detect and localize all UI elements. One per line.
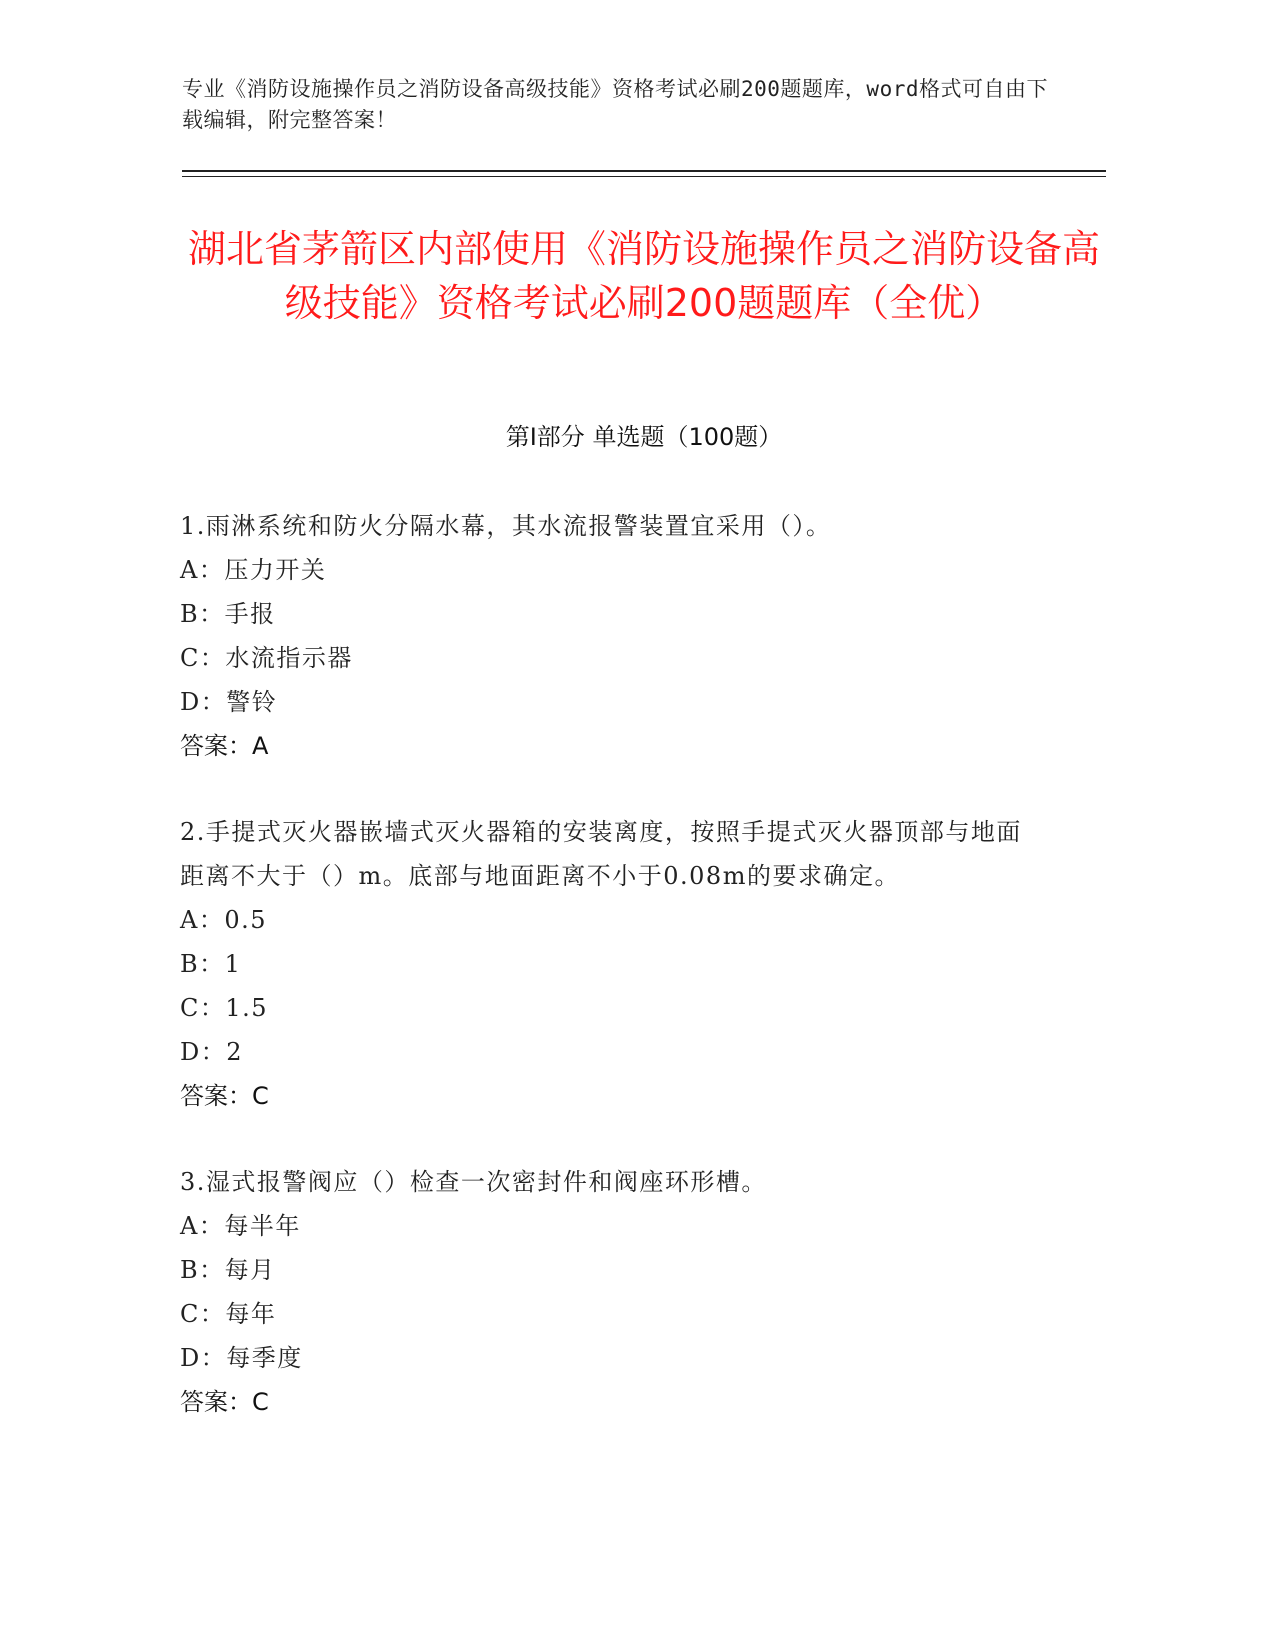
header-divider-thin [182, 176, 1106, 177]
option-a: A：压力开关 [180, 556, 327, 584]
question-3 [180, 1160, 1040, 1424]
option-b: B：每月 [180, 1256, 276, 1284]
option-d: D：2 [180, 1038, 244, 1066]
option-a: A：0.5 [180, 906, 267, 934]
header-divider-thick [182, 170, 1106, 172]
question-stem: 2.手提式灭火器嵌墙式灭火器箱的安装离度，按照手提式灭火器顶部与地面距离不大于（）m。底部与地面距离不小于0.08m的要求确定。 [180, 818, 1022, 890]
question-1 [180, 504, 1040, 768]
document-header-note: 专业《消防设施操作员之消防设备高级技能》资格考试必刷200题题库，word格式可自由下载编辑，附完整答案！ [182, 77, 1048, 132]
question-stem: 1.雨淋系统和防火分隔水幕，其水流报警装置宜采用（）。 [180, 512, 832, 540]
option-d: D：警铃 [180, 688, 278, 716]
option-b: B：1 [180, 950, 242, 978]
answer-line: 答案：A [180, 732, 269, 760]
option-d: D：每季度 [180, 1344, 303, 1372]
question-stem: 3.湿式报警阀应（）检查一次密封件和阀座环形槽。 [180, 1168, 767, 1196]
section-heading: 第Ⅰ部分 单选题（100题） [505, 423, 783, 451]
option-c: C：水流指示器 [180, 644, 353, 672]
option-b: B：手报 [180, 600, 276, 628]
question-2 [180, 810, 1040, 1118]
answer-line: 答案：C [180, 1082, 269, 1110]
option-a: A：每半年 [180, 1212, 301, 1240]
option-c: C：每年 [180, 1300, 277, 1328]
answer-line: 答案：C [180, 1388, 269, 1416]
option-c: C：1.5 [180, 994, 269, 1022]
question-list [180, 504, 1040, 1466]
document-title: 湖北省茅箭区内部使用《消防设施操作员之消防设备高级技能》资格考试必刷200题题库（全优） [187, 227, 1100, 325]
